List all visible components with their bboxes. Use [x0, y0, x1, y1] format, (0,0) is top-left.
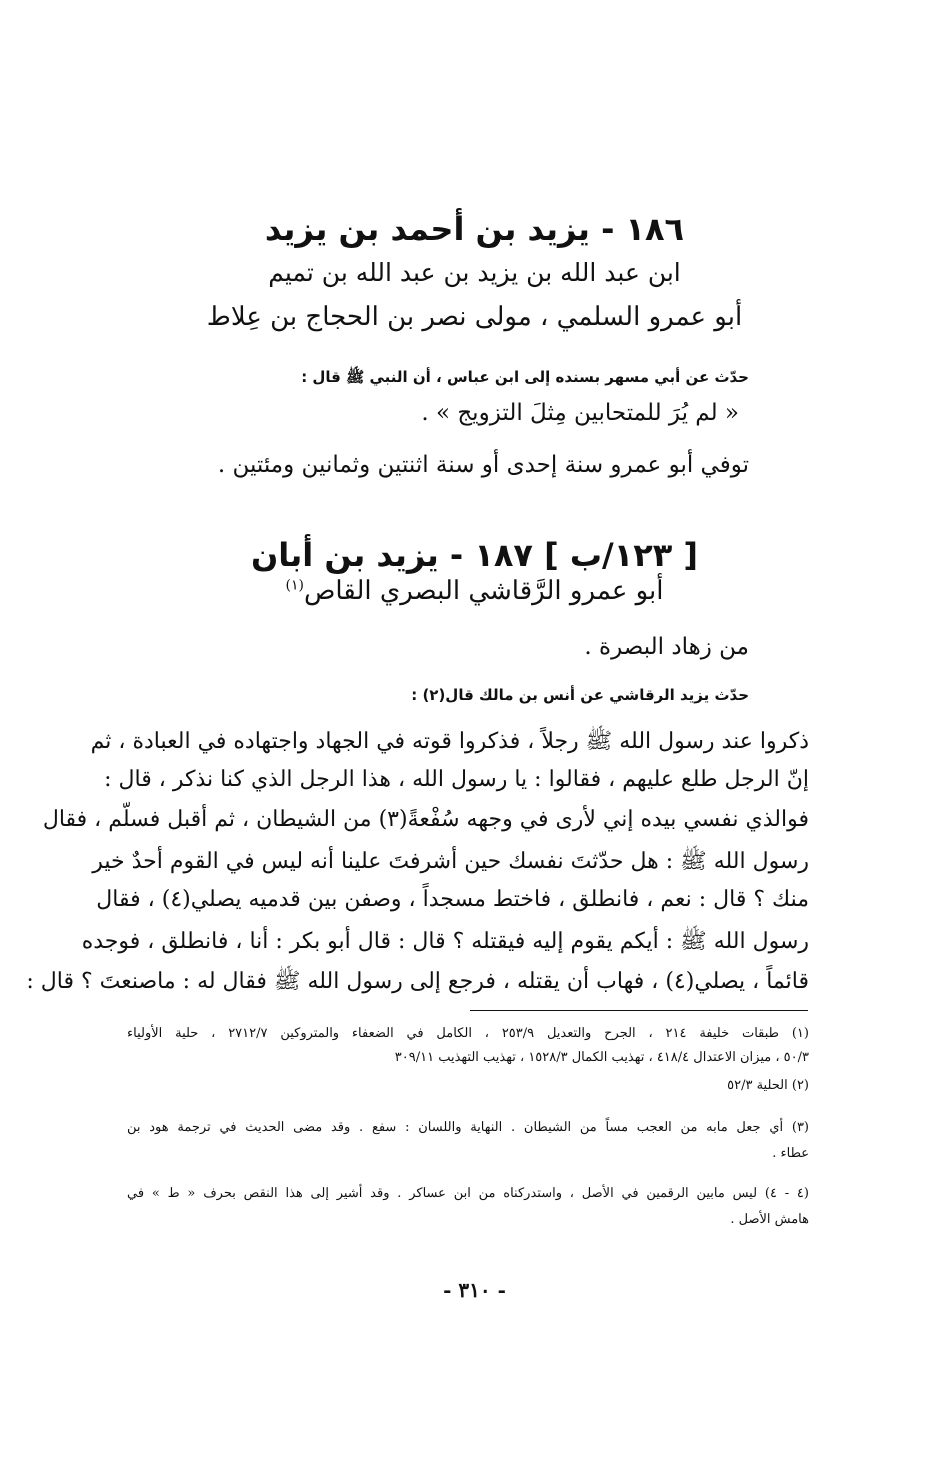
footnote-1-line-1: (١) طبقات خليفة ٢١٤ ، الجرح والتعديل ٢٥٣/٩ ، الكامل في الضعفاء والمتروكين ٢٧١٢/٧ ، حلية الأولياء: [127, 1026, 809, 1041]
body-line-6: رسول الله ﷺ : أيكم يقوم إليه فيقتله ؟ قال : قال أبو بكر : أنا ، فانطلق ، فوجده: [81, 929, 809, 954]
footnote-1-line-2: ٥٠/٣ ، ميزان الاعتدال ٤١٨/٤ ، تهذيب الكمال ١٥٢٨/٣ ، تهذيب التهذيب ٣٠٩/١١: [394, 1050, 809, 1065]
body-line-4: رسول الله ﷺ : هل حدّثتَ نفسك حين أشرفتَ علينا أنه ليس في القوم أحدٌ خير: [92, 849, 809, 874]
footnote-separator: [470, 1010, 808, 1011]
body-line-3: فوالذي نفسي بيده إني لأرى في وجهه سُفْعةً(٣) من الشيطان ، ثم أقبل فسلّم ، فقال: [42, 807, 809, 832]
body-line-1: ذكروا عند رسول الله ﷺ رجلاً ، فذكروا قوته في الجهاد واجتهاده في العبادة ، ثم: [90, 729, 809, 754]
entry-187-title: [ ١٢٣/ب ] ١٨٧ - يزيد بن أبان: [250, 536, 699, 574]
entry-186-isnad: حدّث عن أبي مسهر بسنده إلى ابن عباس ، أن النبي ﷺ قال :: [301, 368, 749, 386]
page-number: - ٣١٠ -: [443, 1278, 506, 1302]
entry-187-kunya-line: [100, 576, 849, 606]
footnote-2: (٢) الحلية ٥٢/٣: [727, 1078, 809, 1093]
footnote-ref-1: (١): [285, 577, 304, 594]
footnote-4-line-2: هامش الأصل .: [730, 1212, 809, 1227]
entry-186-hadith: « لم يُرَ للمتحابين مِثلَ التزويج » .: [421, 400, 739, 426]
body-line-2: إنّ الرجل طلع عليهم ، فقالوا : يا رسول الله ، هذا الرجل الذي كنا نذكر ، قال :: [104, 767, 809, 792]
entry-186-kunya: أبو عمرو السلمي ، مولى نصر بن الحجاج بن عِلاط: [206, 302, 743, 332]
entry-186-lineage: ابن عبد الله بن يزيد بن عبد الله بن تميم: [268, 258, 681, 287]
entry-187-kunya: أبو عمرو الرَّقاشي البصري القاص: [303, 576, 664, 606]
entry-187-description: من زهاد البصرة .: [584, 634, 749, 660]
body-line-5: منك ؟ قال : نعم ، فانطلق ، فاختط مسجداً ، وصفن بين قدميه يصلي(٤) ، فقال: [96, 887, 809, 912]
body-line-7: قائماً ، يصلي(٤) ، فهاب أن يقتله ، فرجع إلى رسول الله ﷺ فقال له : ماصنعتَ ؟ قال :: [26, 969, 809, 994]
footnote-3-line-1: (٣) أي جعل مابه من العجب مساً من الشيطان . النهاية واللسان : سفع . وقد مضى الحديث في ترجمة هود بن: [127, 1120, 809, 1135]
entry-187-isnad: حدّث يزيد الرقاشي عن أنس بن مالك قال(٢) :: [411, 686, 749, 704]
footnote-3-line-2: عطاء .: [772, 1146, 809, 1161]
entry-186-death: توفي أبو عمرو سنة إحدى أو سنة اثنتين وثمانين ومئتين .: [217, 452, 749, 478]
entry-186-title: ١٨٦ - يزيد بن أحمد بن يزيد: [264, 210, 685, 248]
footnote-4-line-1: (٤ - ٤) ليس مابين الرقمين في الأصل ، واستدركناه من ابن عساكر . وقد أشير إلى هذا النقص بحرف « ط » في: [127, 1186, 809, 1201]
